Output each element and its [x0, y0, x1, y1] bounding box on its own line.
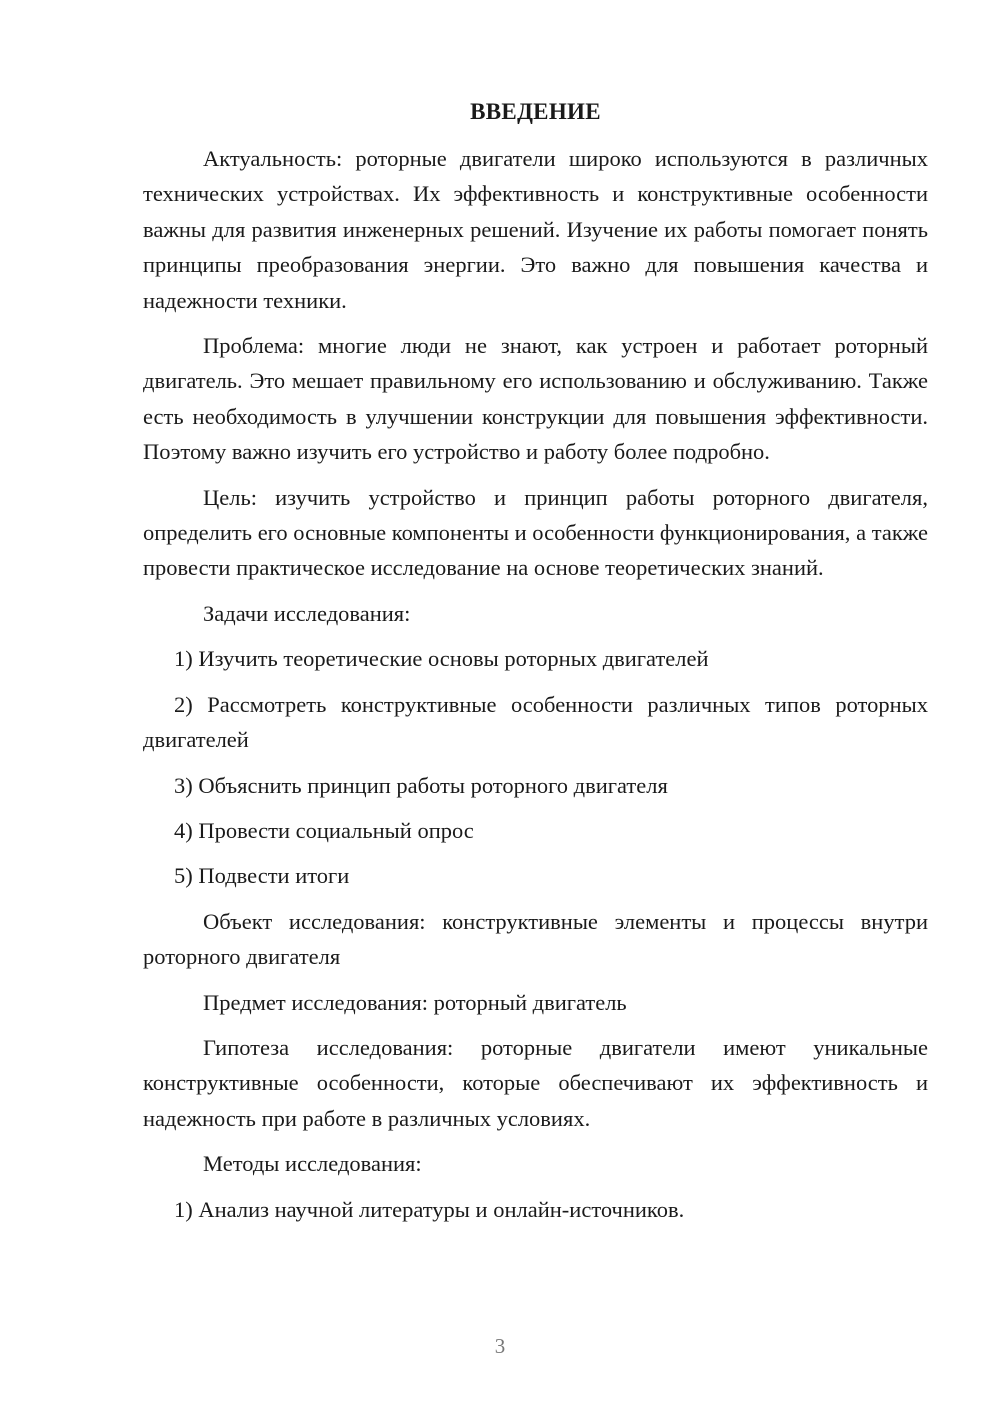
method-item-1: 1) Анализ научной литературы и онлайн-источников.: [174, 1196, 685, 1222]
paragraph-hypothesis: Гипотеза исследования: роторные двигатели имеют уникальные конструктивные особенности, которые обеспечивают их эффективность и надежность при работе в различных условиях.: [143, 1034, 928, 1131]
paragraph-relevance: Актуальность: роторные двигатели широко используются в различных технических устройствах. Их эффективность и конструктивные особенности важны для развития инженерных решений. Изучение их работы помогает понять принципы преобразования энергии. Это важно для повышения качества и надежности техники.: [143, 146, 928, 313]
paragraph-subject: Предмет исследования: роторный двигатель: [203, 989, 627, 1015]
task-item-5: 5) Подвести итоги: [174, 863, 350, 889]
methods-title: Методы исследования:: [203, 1151, 422, 1177]
paragraph-problem: Проблема: многие люди не знают, как устроен и работает роторный двигатель. Это мешает правильному его использованию и обслуживанию. Также есть необходимость в улучшении конструкции для повышения эффективности. Поэтому важно изучить его устройство и работу более подробно.: [143, 333, 928, 465]
section-heading: ВВЕДЕНИЕ: [470, 99, 601, 124]
page-number: 3: [494, 1334, 506, 1358]
document-page: [143, 95, 928, 1237]
task-item-4: 4) Провести социальный опрос: [174, 817, 474, 843]
task-item-2: 2) Рассмотреть конструктивные особенности различных типов роторных двигателей: [143, 691, 928, 753]
tasks-title: Задачи исследования:: [203, 600, 411, 626]
task-item-3: 3) Объяснить принцип работы роторного двигателя: [174, 772, 668, 798]
paragraph-goal: Цель: изучить устройство и принцип работы роторного двигателя, определить его основные компоненты и особенности функционирования, а также провести практическое исследование на основе теоретических знаний.: [143, 484, 928, 581]
paragraph-object: Объект исследования: конструктивные элементы и процессы внутри роторного двигателя: [143, 908, 928, 970]
task-item-1: 1) Изучить теоретические основы роторных двигателей: [174, 646, 709, 672]
